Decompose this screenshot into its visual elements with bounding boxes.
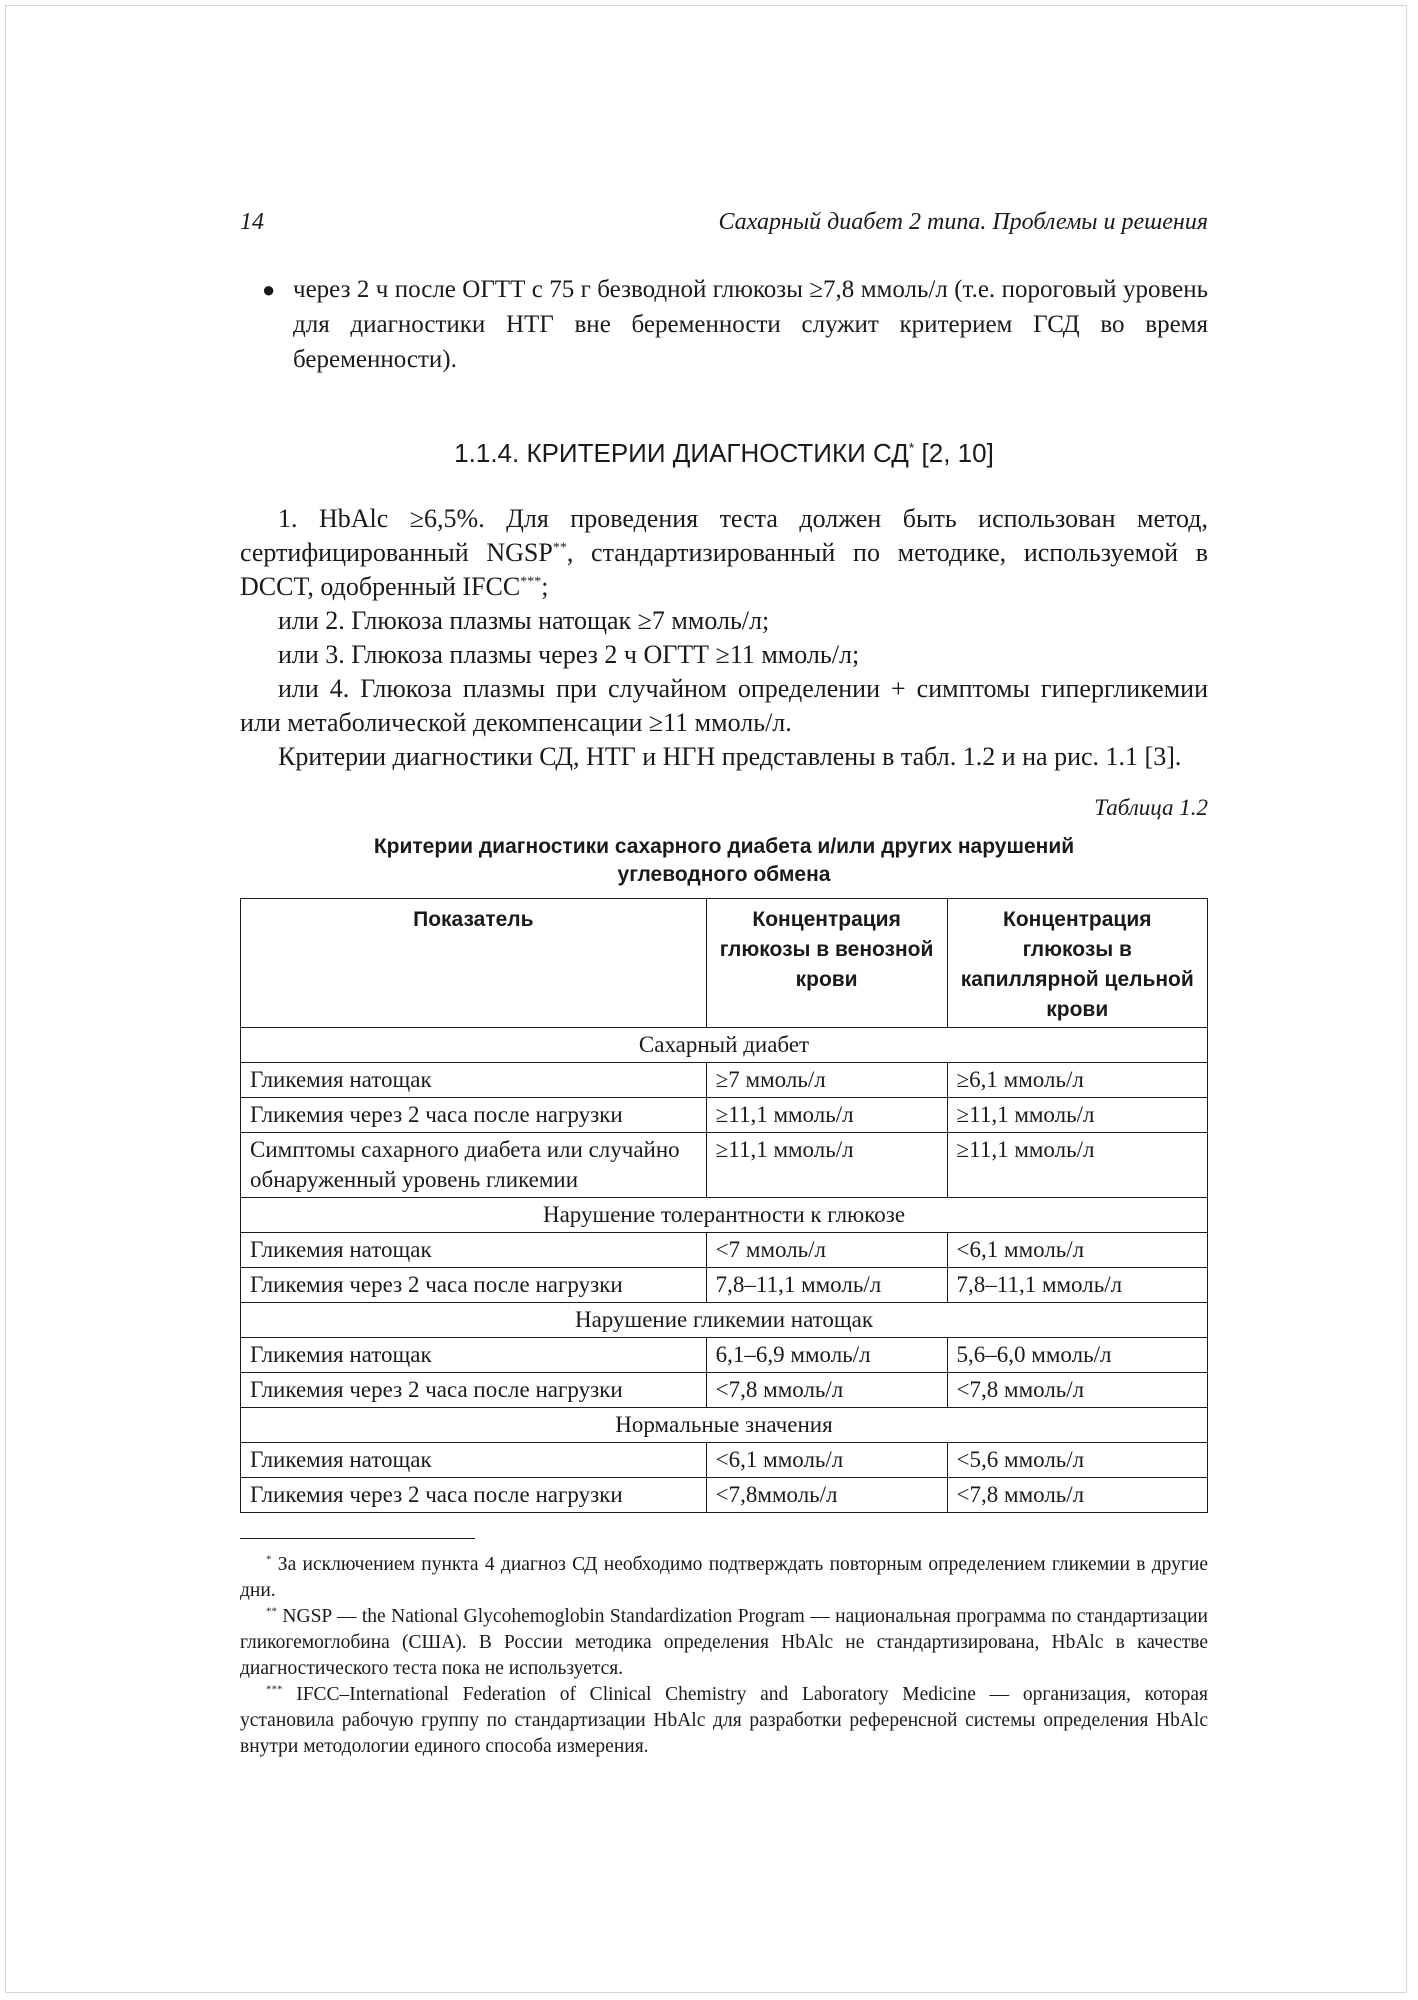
cell-venous: <7 ммоль/л xyxy=(706,1233,947,1268)
table-group-row xyxy=(241,1028,1208,1063)
footnote-2 xyxy=(240,1604,1208,1682)
bullet-icon: ● xyxy=(262,277,276,302)
cell-indicator: Симптомы сахарного диабета или случайно обнаруженный уровень гликемии xyxy=(241,1133,707,1198)
table-row xyxy=(241,1133,1208,1198)
cell-venous: <7,8ммоль/л xyxy=(706,1478,947,1513)
cell-indicator: Гликемия натощак xyxy=(241,1443,707,1478)
cell-indicator: Гликемия через 2 часа после нагрузки xyxy=(241,1098,707,1133)
bullet-list-item xyxy=(240,272,1208,377)
footnotes xyxy=(240,1552,1208,1760)
cell-capillary: 7,8–11,1 ммоль/л xyxy=(947,1268,1207,1303)
criteria-paragraph-2: или 2. Глюкоза плазмы натощак ≥7 ммоль/л; xyxy=(278,606,770,635)
table-label: Таблица 1.2 xyxy=(1094,795,1208,820)
cell-capillary: ≥11,1 ммоль/л xyxy=(947,1133,1207,1198)
group-normal: Нормальные значения xyxy=(241,1408,1208,1443)
table-row xyxy=(241,1373,1208,1408)
cell-venous: 7,8–11,1 ммоль/л xyxy=(706,1268,947,1303)
group-diabetes: Сахарный диабет xyxy=(241,1028,1208,1063)
footnote-ref-2: ** xyxy=(552,540,567,556)
cell-venous: ≥11,1 ммоль/л xyxy=(706,1133,947,1198)
footnote-3 xyxy=(240,1682,1208,1760)
cell-venous: 6,1–6,9 ммоль/л xyxy=(706,1338,947,1373)
criteria-table xyxy=(240,898,1208,1513)
cell-indicator: Гликемия натощак xyxy=(241,1338,707,1373)
cell-indicator: Гликемия через 2 часа после нагрузки xyxy=(241,1478,707,1513)
running-title: Сахарный диабет 2 типа. Проблемы и решения xyxy=(718,209,1208,235)
group-impaired-tolerance: Нарушение толерантности к глюкозе xyxy=(241,1198,1208,1233)
cell-indicator: Гликемия натощак xyxy=(241,1063,707,1098)
cell-venous: <7,8 ммоль/л xyxy=(706,1373,947,1408)
cell-venous: <6,1 ммоль/л xyxy=(706,1443,947,1478)
cell-capillary: 5,6–6,0 ммоль/л xyxy=(947,1338,1207,1373)
criteria-p1-part-b: , стандартизированный по методике, используемой в DCCT, одобренный IFCC xyxy=(240,538,1208,601)
cell-capillary: <5,6 ммоль/л xyxy=(947,1443,1207,1478)
cell-capillary: ≥11,1 ммоль/л xyxy=(947,1098,1207,1133)
criteria-paragraph-5: Критерии диагностики СД, НТГ и НГН представлены в табл. 1.2 и на рис. 1.1 [3]. xyxy=(278,742,1182,771)
page-number: 14 xyxy=(240,209,264,235)
footnote-divider xyxy=(240,1538,475,1539)
criteria-p1-part-c: ; xyxy=(541,572,549,601)
table-row xyxy=(241,1063,1208,1098)
criteria-paragraph-3: или 3. Глюкоза плазмы через 2 ч ОГТТ ≥11 ммоль/л; xyxy=(278,640,860,669)
cell-capillary: <7,8 ммоль/л xyxy=(947,1373,1207,1408)
page-header xyxy=(240,209,1208,245)
table-group-row xyxy=(241,1303,1208,1338)
criteria-paragraph-4: или 4. Глюкоза плазмы при случайном определении + симптомы гипергликемии или метаболической декомпенсации ≥11 ммоль/л. xyxy=(240,674,1208,737)
section-heading xyxy=(240,438,1208,469)
cell-capillary: <6,1 ммоль/л xyxy=(947,1233,1207,1268)
table-row xyxy=(241,1268,1208,1303)
cell-venous: ≥11,1 ммоль/л xyxy=(706,1098,947,1133)
section-refs: [2, 10] xyxy=(914,438,994,468)
criteria-p1-part-a: 1. HbAlc ≥6,5%. Для проведения теста должен быть использован метод, сертифицированный NGSP xyxy=(240,504,1208,567)
criteria-paragraph-1 xyxy=(240,502,1208,604)
header-venous: Концентрация глюкозы в венозной крови xyxy=(706,899,947,1028)
table-row xyxy=(241,1233,1208,1268)
group-impaired-fasting: Нарушение гликемии натощак xyxy=(241,1303,1208,1338)
footnote-1-mark: * xyxy=(266,1553,272,1566)
section-title: 1.1.4. КРИТЕРИИ ДИАГНОСТИКИ СД xyxy=(454,438,909,468)
footnote-2-mark: ** xyxy=(266,1605,277,1618)
header-indicator: Показатель xyxy=(241,899,707,1028)
bullet-text: через 2 ч после ОГТТ с 75 г безводной глюкозы ≥7,8 ммоль/л (т.е. пороговый уровень для диагностики НТГ вне беременности служит критерием ГСД во время беременности). xyxy=(293,276,1208,373)
cell-capillary: <7,8 ммоль/л xyxy=(947,1478,1207,1513)
footnote-3-mark: *** xyxy=(266,1683,283,1696)
table-title-line-2: углеводного обмена xyxy=(617,863,831,886)
table-row xyxy=(241,1338,1208,1373)
table-row xyxy=(241,1443,1208,1478)
footnote-1-text: За исключением пункта 4 диагноз СД необходимо подтверждать повторным определением гликемии в другие дни. xyxy=(240,1554,1208,1601)
cell-indicator: Гликемия через 2 часа после нагрузки xyxy=(241,1268,707,1303)
section-footnote-mark: * xyxy=(908,439,915,456)
footnote-2-text: NGSP — the National Glycohemoglobin Standardization Program — национальная программа по стандартизации гликогемоглобина (США). В России методика определения HbAlc не стандартизирована, HbAlc в качестве диагностического теста пока не используется. xyxy=(240,1606,1208,1679)
table-group-row xyxy=(241,1198,1208,1233)
table-title xyxy=(240,833,1208,889)
cell-venous: ≥7 ммоль/л xyxy=(706,1063,947,1098)
footnote-ref-3: *** xyxy=(520,574,542,590)
footnote-1 xyxy=(240,1552,1208,1604)
cell-indicator: Гликемия натощак xyxy=(241,1233,707,1268)
table-header-row xyxy=(241,899,1208,1028)
cell-capillary: ≥6,1 ммоль/л xyxy=(947,1063,1207,1098)
header-capillary: Концентрация глюкозы в капиллярной цельной крови xyxy=(947,899,1207,1028)
table-row xyxy=(241,1098,1208,1133)
footnote-3-text: IFCC–International Federation of Clinical Chemistry and Laboratory Medicine — организация, которая установила рабочую группу по стандартизации HbAlc для разработки референсной системы определения HbAlc внутри методологии единого способа измерения. xyxy=(240,1684,1208,1757)
table-group-row xyxy=(241,1408,1208,1443)
cell-indicator: Гликемия через 2 часа после нагрузки xyxy=(241,1373,707,1408)
table-row xyxy=(241,1478,1208,1513)
table-title-line-1: Критерии диагностики сахарного диабета и/или других нарушений xyxy=(373,835,1075,858)
criteria-text xyxy=(240,502,1208,774)
